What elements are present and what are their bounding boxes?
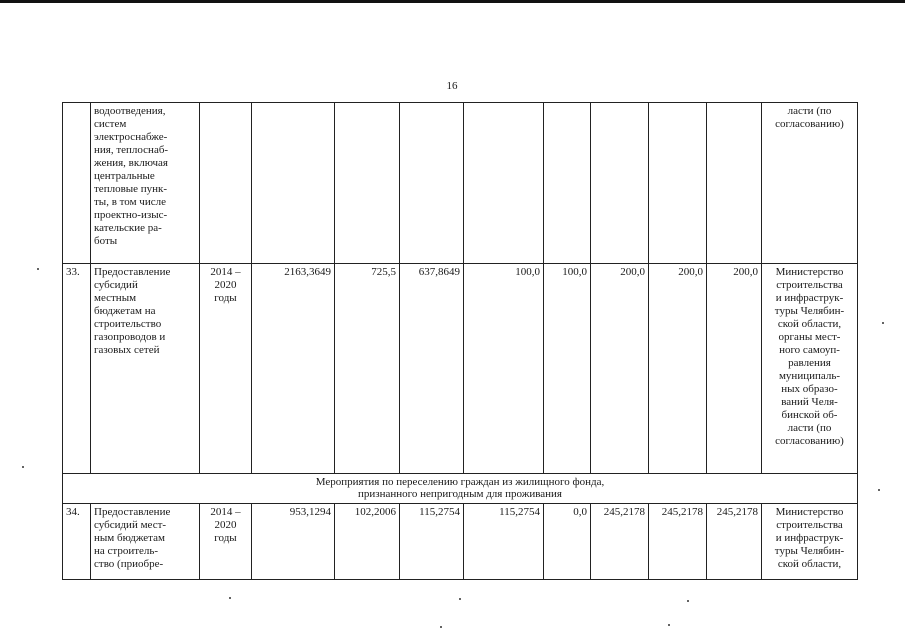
scan-speck <box>22 466 24 468</box>
cell-num: 33. <box>63 264 91 474</box>
cell-value-2014: 102,2006 <box>335 504 400 580</box>
table-row-33 <box>63 264 858 474</box>
cell-value <box>649 103 707 264</box>
cell-value-2020: 245,2178 <box>707 504 762 580</box>
cell-value <box>464 103 544 264</box>
cell-value-2018: 200,0 <box>591 264 649 474</box>
section-heading-line1: Мероприятия по переселению граждан из жилищного фонда, <box>315 476 605 488</box>
cell-value-2016: 100,0 <box>464 264 544 474</box>
cell-value-2019: 245,2178 <box>649 504 707 580</box>
cell-value <box>335 103 400 264</box>
scan-speck <box>882 322 884 324</box>
table-row-34 <box>63 504 858 580</box>
cell-activity-name: Предоставление субсидий мест- ным бюджетам на строитель- ство (приобре- <box>91 504 200 580</box>
table-row-continuation <box>63 103 858 264</box>
top-border-line <box>0 0 905 3</box>
cell-value-2015: 115,2754 <box>400 504 464 580</box>
cell-value <box>591 103 649 264</box>
scan-speck <box>668 624 670 626</box>
cell-value-2017: 0,0 <box>544 504 591 580</box>
cell-value-2016: 115,2754 <box>464 504 544 580</box>
scan-speck <box>878 489 880 491</box>
cell-value-2019: 200,0 <box>649 264 707 474</box>
program-activities-table <box>62 102 858 580</box>
scan-speck <box>440 626 442 628</box>
section-heading-line2: признанного непригодным для проживания <box>358 488 562 500</box>
cell-responsible: ласти (по согласованию) <box>762 103 858 264</box>
cell-value-total <box>252 103 335 264</box>
scan-speck <box>687 600 689 602</box>
cell-years <box>200 103 252 264</box>
cell-num: 34. <box>63 504 91 580</box>
cell-value-2018: 245,2178 <box>591 504 649 580</box>
cell-years: 2014 – 2020 годы <box>200 264 252 474</box>
table-row-section <box>63 474 858 504</box>
scan-speck <box>229 597 231 599</box>
scan-speck <box>459 598 461 600</box>
cell-value-2014: 725,5 <box>335 264 400 474</box>
cell-responsible: Министерство строительства и инфраструк- туры Челябин- ской области, <box>762 504 858 580</box>
cell-value-2015: 637,8649 <box>400 264 464 474</box>
cell-value <box>544 103 591 264</box>
cell-value <box>707 103 762 264</box>
scan-speck <box>37 268 39 270</box>
page-number: 16 <box>446 80 458 92</box>
cell-years: 2014 – 2020 годы <box>200 504 252 580</box>
cell-value <box>400 103 464 264</box>
cell-activity-name: водоотведения, систем электроснабже- ния, теплоснаб- жения, включая центральные тепловые пунк- ты, в том числе проектно-изыс- кательские ра- боты <box>91 103 200 264</box>
cell-num <box>63 103 91 264</box>
cell-value-total: 953,1294 <box>252 504 335 580</box>
cell-activity-name: Предоставление субсидий местным бюджетам на строительство газопроводов и газовых сетей <box>91 264 200 474</box>
cell-value-total: 2163,3649 <box>252 264 335 474</box>
section-heading <box>63 474 858 504</box>
cell-responsible: Министерство строительства и инфраструк- туры Челябин- ской области, органы мест- ного самоуп- равления муниципаль- ных образо- ваний Челя- бинской об- ласти (по согласованию) <box>762 264 858 474</box>
cell-value-2017: 100,0 <box>544 264 591 474</box>
cell-value-2020: 200,0 <box>707 264 762 474</box>
